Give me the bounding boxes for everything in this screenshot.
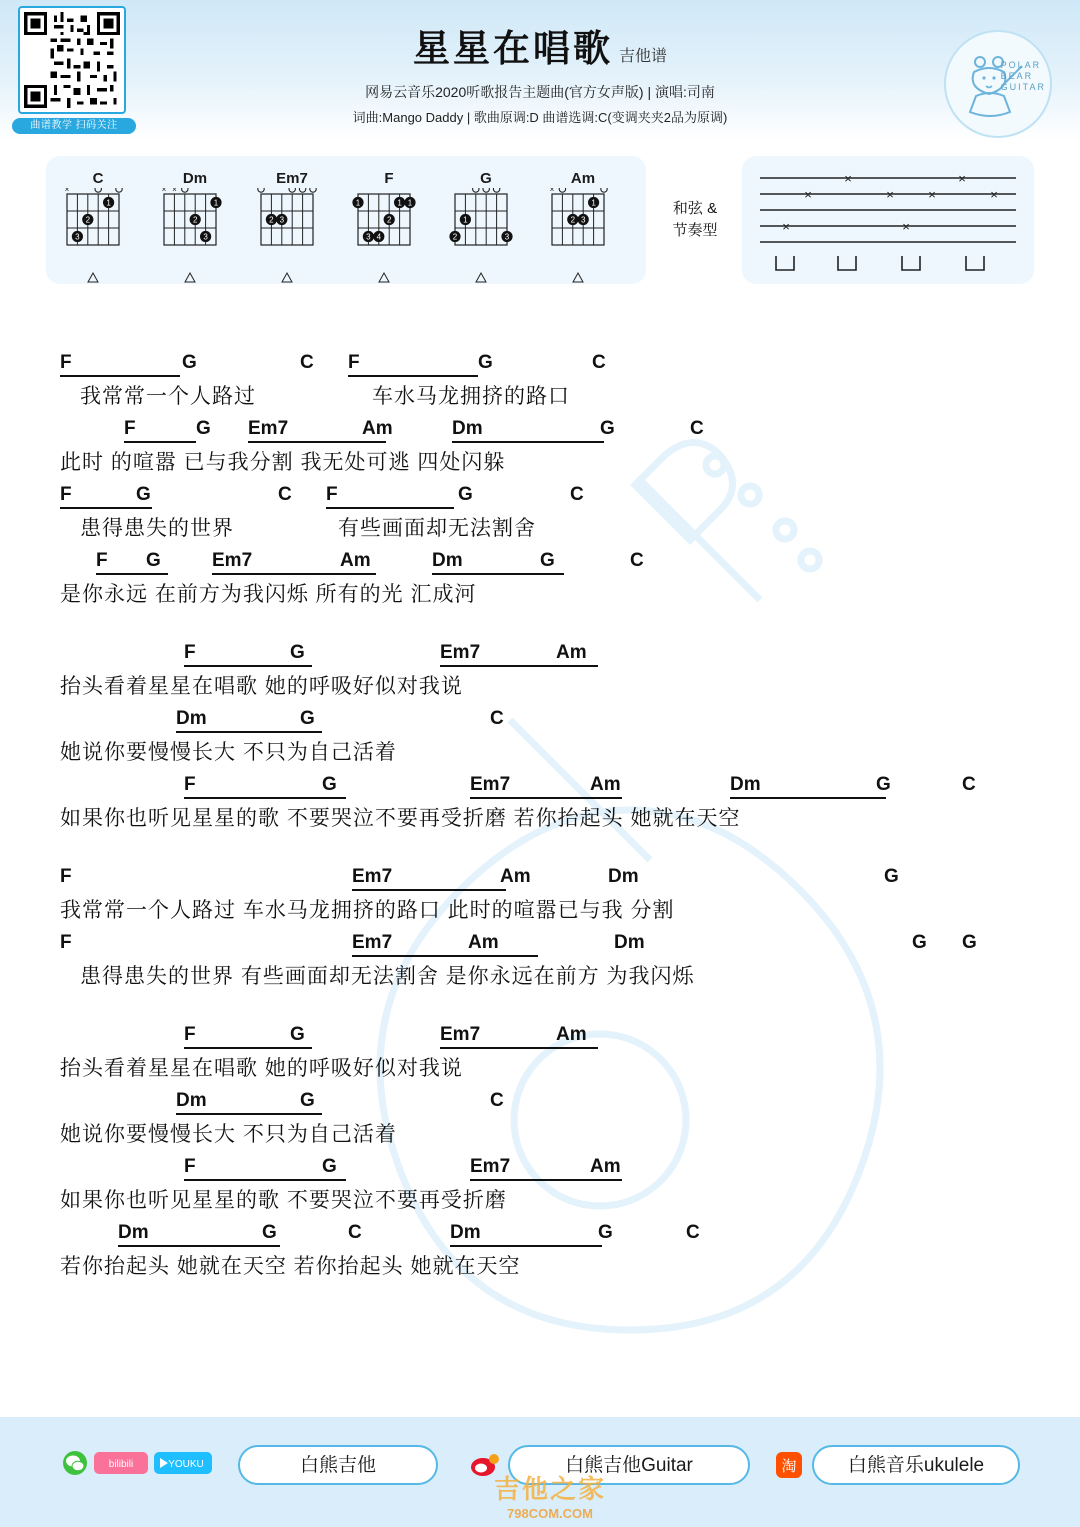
chord-label: Am — [340, 550, 371, 571]
footer-label-1: 白熊吉他 — [299, 1455, 376, 1476]
chord-label: Dm — [176, 708, 322, 733]
chord-label: G — [600, 418, 615, 439]
chord-label: F — [348, 352, 478, 377]
brand-line-2: BEAR — [1000, 71, 1034, 81]
chord-label: Em7 — [440, 642, 598, 667]
svg-text:4: 4 — [376, 232, 382, 242]
title-block — [0, 18, 1080, 126]
svg-text:×: × — [902, 219, 910, 234]
chord-diagram-panel — [46, 156, 646, 284]
svg-text:1: 1 — [591, 198, 596, 208]
lyric-text: 我常常一个人路过 — [80, 385, 256, 408]
svg-text:3: 3 — [279, 215, 285, 225]
lyric-text: 此时 的喧嚣 已与我分割 我无处可逃 四处闪躲 — [60, 451, 506, 474]
svg-text:2: 2 — [570, 215, 576, 225]
chord-label: F — [326, 484, 454, 509]
chord-label: Am — [556, 1024, 587, 1045]
chord-label: F — [96, 550, 168, 575]
svg-text:1: 1 — [106, 198, 111, 208]
chord-label: F — [124, 418, 196, 443]
lyric-block — [0, 642, 1080, 840]
chord-label: Am — [590, 1156, 621, 1177]
chord-label: Em7 — [248, 418, 386, 443]
chord-label: G — [322, 1156, 337, 1177]
chord-label: G — [146, 550, 161, 571]
svg-text:×: × — [172, 188, 177, 194]
chord-rhythm-label: 和弦 & 节奏型 — [672, 200, 718, 239]
chord-label: Am — [590, 774, 621, 795]
lyric-line — [0, 446, 1080, 484]
qr-caption: 曲谱教学 扫码关注 — [12, 118, 136, 134]
lyric-text: 我常常一个人路过 车水马龙拥挤的路口 此时的喧嚣已与我 分割 — [60, 899, 675, 922]
chord-label: C — [278, 484, 292, 505]
chord-label: G — [262, 1222, 277, 1243]
svg-text:×: × — [928, 187, 936, 202]
chord-label: Dm — [614, 932, 645, 953]
site-watermark-bottom: 798COM.COM — [507, 1506, 593, 1521]
chord-diagram-em7 — [250, 170, 334, 289]
svg-text:YOUKU: YOUKU — [168, 1458, 204, 1470]
chord-label: G — [182, 352, 197, 373]
meta-line-1: 网易云音乐2020听歌报告主题曲(官方女声版) | 演唱:司南 — [365, 84, 715, 100]
chord-line — [0, 866, 1080, 894]
chord-label: F — [184, 1024, 312, 1049]
chord-line — [0, 1090, 1080, 1118]
svg-text:2: 2 — [452, 232, 458, 242]
chord-label: F — [60, 352, 180, 377]
chord-label: Dm — [452, 418, 604, 443]
brand-line-1: POLAR — [1000, 60, 1042, 70]
chord-label: G — [290, 642, 305, 663]
chord-label: F — [60, 484, 152, 509]
svg-text:×: × — [886, 187, 894, 202]
chord-label: G — [876, 774, 891, 795]
chord-label: C — [490, 708, 504, 729]
chord-label: G — [912, 932, 927, 953]
lyric-text: 车水马龙拥挤的路口 — [372, 385, 570, 408]
lyric-text: 患得患失的世界 有些画面却无法割舍 是你永远在前方 为我闪烁 — [80, 965, 695, 988]
chord-label: F — [60, 866, 72, 887]
page-header — [0, 0, 1080, 140]
chord-name: C — [92, 170, 104, 187]
lyric-text: 如果你也听见星星的歌 不要哭泣不要再受折磨 — [60, 1189, 507, 1212]
chord-label: C — [490, 1090, 504, 1111]
chord-label: Em7 — [470, 774, 622, 799]
chord-label: Dm — [450, 1222, 602, 1247]
lyric-line — [0, 578, 1080, 616]
svg-text:淘: 淘 — [781, 1458, 797, 1475]
footer-button-1[interactable] — [238, 1445, 438, 1485]
chord-label: F — [60, 932, 72, 953]
chord-label: G — [300, 1090, 315, 1111]
chord-grid — [153, 188, 237, 289]
chord-label: G — [478, 352, 493, 373]
page-title: 星星在唱歌 — [412, 28, 613, 69]
footer-label-2: 白熊吉他Guitar — [565, 1455, 693, 1476]
svg-text:×: × — [958, 171, 966, 186]
lyric-text: 患得患失的世界 — [80, 517, 234, 540]
svg-text:×: × — [161, 188, 167, 194]
svg-text:3: 3 — [75, 232, 80, 242]
lyric-text: 她说你要慢慢长大 不只为自己活着 — [60, 741, 397, 764]
chord-label: F — [184, 774, 346, 799]
chord-grid — [56, 188, 140, 289]
chord-label: G — [962, 932, 977, 953]
svg-text:1: 1 — [407, 198, 413, 208]
chord-grid — [541, 188, 625, 289]
brand-text — [1001, 60, 1046, 93]
chord-line — [0, 932, 1080, 960]
rhythm-pattern-panel — [742, 156, 1034, 284]
chord-label: Em7 — [440, 1024, 598, 1049]
chord-label: C — [592, 352, 606, 373]
taobao-icon — [776, 1447, 802, 1483]
chord-label: Em7 — [352, 932, 538, 957]
svg-text:×: × — [782, 219, 790, 234]
chord-line — [0, 708, 1080, 736]
chord-label: Am — [468, 932, 499, 953]
chord-label: C — [686, 1222, 700, 1243]
lyric-line — [0, 1250, 1080, 1288]
svg-text:1: 1 — [463, 215, 468, 225]
chord-diagram-g — [444, 170, 528, 289]
chord-label: Dm — [608, 866, 639, 887]
chord-line — [0, 1024, 1080, 1052]
chord-label: C — [690, 418, 704, 439]
chord-label: F — [184, 642, 312, 667]
lyric-line — [0, 1118, 1080, 1156]
svg-text:×: × — [990, 187, 998, 202]
social-icons-group — [62, 1447, 212, 1483]
chord-label: G — [196, 418, 211, 439]
lyric-line — [0, 736, 1080, 774]
lyric-block — [0, 866, 1080, 998]
lyric-text: 如果你也听见星星的歌 不要哭泣不要再受折磨 若你抬起头 她就在天空 — [60, 807, 741, 830]
chord-label: G — [598, 1222, 613, 1243]
chord-grid — [250, 188, 334, 289]
chord-line — [0, 418, 1080, 446]
chord-label: F — [184, 1156, 346, 1181]
chord-line — [0, 642, 1080, 670]
svg-text:3: 3 — [580, 215, 586, 225]
chord-line — [0, 550, 1080, 578]
lyric-text: 有些画面却无法割舍 — [338, 517, 536, 540]
chord-label: G — [300, 708, 315, 729]
chord-label: Am — [556, 642, 587, 663]
chord-line — [0, 1222, 1080, 1250]
chord-diagram-c — [56, 170, 140, 289]
svg-text:1: 1 — [397, 198, 402, 208]
chord-label: C — [630, 550, 644, 571]
svg-text:1: 1 — [355, 198, 361, 208]
svg-text:2: 2 — [386, 215, 392, 225]
svg-text:×: × — [844, 171, 852, 186]
chord-name: Em7 — [276, 170, 308, 187]
lyric-text: 抬头看着星星在唱歌 她的呼吸好似对我说 — [60, 675, 463, 698]
chord-label: Dm — [118, 1222, 280, 1247]
chord-label: Em7 — [352, 866, 506, 891]
lyric-line — [0, 894, 1080, 932]
chord-label: C — [962, 774, 976, 795]
chord-label: Dm — [730, 774, 886, 799]
chord-label: G — [884, 866, 899, 887]
meta-line-2: 词曲:Mango Daddy | 歌曲原调:D 曲谱选调:C(变调夹夹2品为原调) — [352, 110, 728, 125]
lyric-text: 她说你要慢慢长大 不只为自己活着 — [60, 1123, 397, 1146]
chord-label: C — [348, 1222, 362, 1243]
svg-text:3: 3 — [366, 232, 371, 242]
chord-label: Em7 — [470, 1156, 622, 1181]
chord-diagram-am — [541, 170, 625, 289]
chord-label: G — [540, 550, 555, 571]
svg-text:×: × — [804, 187, 812, 202]
footer-label-3: 白熊音乐ukulele — [847, 1455, 985, 1476]
lyric-line — [0, 1052, 1080, 1090]
chord-label: C — [300, 352, 314, 373]
site-watermark-top: 吉他之家 — [493, 1474, 606, 1504]
chord-label: Dm — [432, 550, 564, 575]
lyric-line — [0, 380, 1080, 418]
footer-button-3[interactable] — [812, 1445, 1020, 1485]
chord-diagram-f — [347, 170, 431, 289]
chord-line — [0, 352, 1080, 380]
chord-label: Dm — [176, 1090, 322, 1115]
lyric-block — [0, 1024, 1080, 1288]
svg-text:2: 2 — [192, 215, 198, 225]
lyric-block — [0, 352, 1080, 616]
chord-label: G — [322, 774, 337, 795]
chord-name: G — [480, 170, 492, 187]
chord-label: C — [570, 484, 584, 505]
chord-diagram-dm — [153, 170, 237, 289]
chord-grid — [347, 188, 431, 289]
svg-text:3: 3 — [504, 232, 510, 242]
brand-line-3: GUITAR — [1000, 82, 1046, 92]
lyric-line — [0, 512, 1080, 550]
lyrics-sheet — [0, 352, 1080, 1314]
svg-text:2: 2 — [269, 215, 274, 225]
svg-text:3: 3 — [203, 232, 208, 242]
youku-icon — [154, 1452, 212, 1479]
chord-grid — [444, 188, 528, 289]
svg-text:1: 1 — [213, 198, 219, 208]
wechat-icon — [62, 1450, 88, 1481]
lyric-line — [0, 960, 1080, 998]
chord-line — [0, 484, 1080, 512]
chord-name: Am — [570, 170, 596, 187]
site-watermark — [450, 1469, 650, 1521]
lyric-text: 是你永远 在前方为我闪烁 所有的光 汇成河 — [60, 583, 477, 606]
svg-text:×: × — [549, 188, 555, 194]
chord-name: F — [384, 170, 394, 187]
lyric-line — [0, 802, 1080, 840]
chord-line — [0, 774, 1080, 802]
lyric-text: 若你抬起头 她就在天空 若你抬起头 她就在天空 — [60, 1255, 521, 1278]
lyric-line — [0, 670, 1080, 708]
chord-label: G — [290, 1024, 305, 1045]
page-footer — [0, 1417, 1080, 1527]
svg-text:×: × — [64, 188, 70, 194]
chord-label: G — [458, 484, 473, 505]
bilibili-icon — [94, 1452, 148, 1479]
lyric-text: 抬头看着星星在唱歌 她的呼吸好似对我说 — [60, 1057, 463, 1080]
svg-text:2: 2 — [85, 215, 91, 225]
svg-text:bilibili: bilibili — [108, 1458, 134, 1470]
chord-label: G — [136, 484, 151, 505]
chord-label: Am — [500, 866, 531, 887]
title-suffix: 吉他谱 — [618, 48, 667, 65]
chord-line — [0, 1156, 1080, 1184]
chord-name: Dm — [182, 170, 208, 187]
lyric-line — [0, 1184, 1080, 1222]
chord-label: Am — [362, 418, 393, 439]
chord-label: Em7 — [212, 550, 376, 575]
